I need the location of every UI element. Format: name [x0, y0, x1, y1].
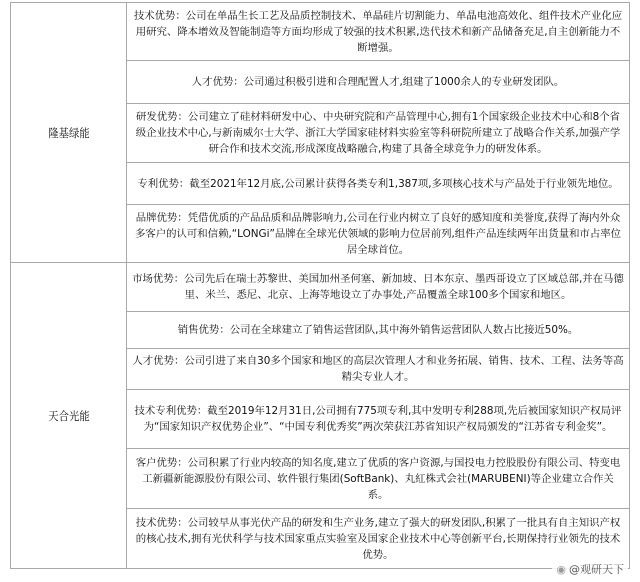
advantage-cell: 研发优势：公司建立了硅材料研发中心、中央研究院和产品管理中心,拥有1个国家级企业技术中心和8个省级企业技术中心,与新南威尔士大学、浙江大学国家硅材料实验室等科研院所建立了战略合作关系,加强产学研合作和技术交流,形成深度战略融合,构建了具备全球竞争力的研发体系。: [127, 104, 630, 163]
company-name: 天合光能: [47, 408, 90, 423]
advantage-cell: 人才优势：公司引进了来自30多个国家和地区的高层次管理人才和业务拓展、销售、技术、工程、法务等高精尖专业人才。: [127, 349, 630, 390]
company-name: 隆基绿能: [47, 125, 90, 140]
watermark: ◉ @观研天下: [552, 560, 628, 578]
advantage-cell: 技术专利优势：截至2019年12月31日,公司拥有775项专利,其中发明专利288项,先后被国家知识产权局评为“国家知识产权优势企业”、“中国专利优秀奖”两次荣获江苏省知识产权局颁发的“江苏省专利金奖”。: [127, 390, 630, 449]
company-cell-longi: [11, 3, 127, 263]
advantage-cell: 客户优势：公司积累了行业内较高的知名度,建立了优质的客户资源,与国投电力控股股份有限公司、特变电工新疆新能源股份有限公司、软件银行集团(SoftBank)、丸紅株式会社(MARUBENI)等企业建立合作关系。: [127, 449, 630, 509]
table-row: [11, 263, 630, 312]
watermark-logo-icon: ◉: [556, 563, 566, 576]
advantage-cell: 市场优势：公司先后在瑞士苏黎世、美国加州圣何塞、新加坡、日本东京、墨西哥设立了区域总部,并在马德里、米兰、悉尼、北京、上海等地设立了办事处,产品覆盖全球100多个国家和地区。: [127, 263, 630, 312]
table-row: [11, 3, 630, 61]
advantage-cell: 销售优势：公司在全球建立了销售运营团队,其中海外销售运营团队人数占比接近50%。: [127, 312, 630, 349]
advantage-cell: 技术优势：公司在单晶生长工艺及品质控制技术、单晶硅片切割能力、单晶电池高效化、组件技术产业化应用研究、降本增效及智能制造等方面均形成了较强的技术积累,迭代技术和新产品储备充足,自主创新能力不断增强。: [127, 3, 630, 61]
company-cell-trina: [11, 263, 127, 569]
advantage-cell: 品牌优势：凭借优质的产品品质和品牌影响力,公司在行业内树立了良好的感知度和美誉度,获得了海内外众多客户的认可和信赖,“LONGi”品牌在全球光伏领域的影响力位居前列,组件产品连续两年出货量和市占率位居全球首位。: [127, 205, 630, 263]
advantage-cell: 人才优势：公司通过积极引进和合理配置人才,组建了1000余人的专业研发团队。: [127, 61, 630, 104]
advantage-cell: 技术优势：公司较早从事光伏产品的研发和生产业务,建立了强大的研发团队,积累了一批具有自主知识产权的核心技术,拥有光伏科学与技术国家重点实验室及国家企业技术中心等创新平台,长期保持行业领先的技术优势。: [127, 509, 630, 569]
advantages-table: [10, 2, 630, 569]
advantage-cell: 专利优势：截至2021年12月底,公司累计获得各类专利1,387项,多项核心技术与产品处于行业领先地位。: [127, 163, 630, 205]
